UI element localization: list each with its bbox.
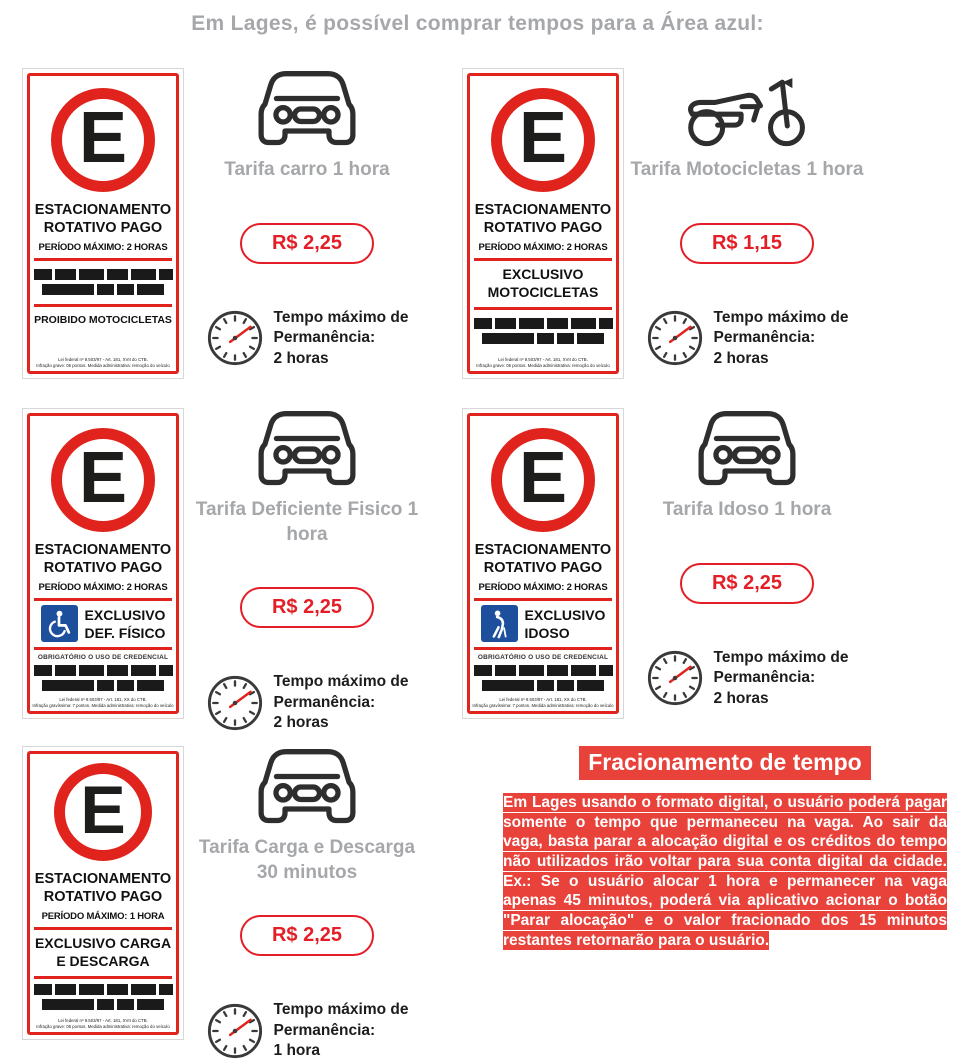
tariff-label: Tarifa carro 1 hora	[224, 159, 390, 180]
fractioning-body: Em Lages usando o formato digital, o usuário poderá pagar somente o tempo que permaneceu na vaga. Ao sair da vaga, basta parar a alocação digital e os créditos do tempo não utilizados irão voltar para sua conta digital da cidade. Ex.: Se o usuário alocar 1 hora e permanecer na vaga apenas 45 minutos, poderá via aplicativo acionar o botão "Parar alocação" e o valor fracionado dos 15 minutos restantes retornarão para o usuário.	[503, 794, 947, 949]
price-badge: R$ 2,25	[240, 587, 374, 628]
sign-heading: ESTACIONAMENTO	[474, 202, 612, 218]
motorcycle-icon	[684, 74, 810, 146]
sign-heading: ESTACIONAMENTO	[34, 542, 172, 558]
divider	[34, 927, 172, 930]
sign-heading: ESTACIONAMENTO	[34, 871, 172, 887]
fractioning-title: Fracionamento de tempo	[579, 746, 870, 780]
card-carro: E ESTACIONAMENTO ROTATIVO PAGO PERÍODO MÁXIMO: 2 HORAS PROIBIDO MOTOCICLETAS Lei federal nº 9.503/97 - Art. 181, XVII do CTB. Infração grave: 05 pontos. Medida administrativa: remoção do veículo Tarifa carro 1 hora R$ 2,25 Tempo máximo de Permanência: 2 horas	[22, 68, 430, 379]
sign-period: PERÍODO MÁXIMO: 1 HORA	[41, 911, 165, 923]
divider	[34, 304, 172, 307]
no-parking-e-icon: E	[491, 88, 595, 192]
sign-exclusive: EXCLUSIVO DEF. FÍSICO	[84, 606, 166, 641]
redaction-row	[42, 680, 164, 691]
sign-credential-note: OBRIGATÓRIO O USO DE CREDENCIAL	[37, 654, 169, 662]
redaction-row	[34, 665, 173, 676]
redaction-row	[42, 999, 164, 1010]
sign-restriction: PROIBIDO MOTOCICLETAS	[34, 314, 172, 327]
parking-sign-def-fisico: E ESTACIONAMENTO ROTATIVO PAGO PERÍODO MÁXIMO: 2 HORAS EXCLUSIVO DEF. FÍSICO OBRIGATÓRIO O USO DE CREDENCIAL Lei federal nº 9.503/97 - Art. 181, XX do CTB. Infração gravíssima: 7 pontos. Medida administrativa: remoção do veículo	[22, 408, 184, 719]
sign-law-text: Lei federal nº 9.503/97 - Art. 181, XVII do CTB.	[58, 358, 148, 363]
sign-law-text: Lei federal nº 9.503/97 - Art. 181, XX do CTB.	[59, 698, 147, 703]
sign-law-text: Lei federal nº 9.503/97 - Art. 181, XVII do CTB.	[498, 358, 588, 363]
divider	[34, 258, 172, 261]
clock-icon	[206, 309, 264, 367]
redaction-row	[34, 269, 173, 280]
redaction-row	[482, 680, 604, 691]
row-3	[22, 746, 947, 1062]
no-parking-e-icon: E	[54, 763, 152, 861]
price-badge: R$ 2,25	[240, 915, 374, 956]
price-badge: R$ 1,15	[680, 223, 814, 264]
divider	[34, 976, 172, 979]
card-idoso: E ESTACIONAMENTO ROTATIVO PAGO PERÍODO MÁXIMO: 2 HORAS EXCLUSIVO IDOSO OBRIGATÓRIO O USO DE CREDENCIAL Lei federal nº 9.503/97 - Art. 181, XX do CTB. Infração gravíssima: 7 pontos. Medida administrativa: remoção do veículo Tarifa Idoso 1 hora R$ 2,25 Tempo máximo de Permanência: 2 horas	[462, 408, 870, 719]
car-icon	[697, 414, 797, 486]
price-badge: R$ 2,25	[680, 563, 814, 604]
sign-period: PERÍODO MÁXIMO: 2 HORAS	[478, 582, 608, 594]
divider	[474, 307, 612, 310]
sign-heading: ESTACIONAMENTO	[474, 542, 612, 558]
permanence-duration: 2 horas	[713, 349, 769, 367]
permanence-label: Tempo máximo de	[273, 1001, 409, 1019]
card-deficiente-fisico: E ESTACIONAMENTO ROTATIVO PAGO PERÍODO MÁXIMO: 2 HORAS EXCLUSIVO DEF. FÍSICO OBRIGATÓRIO O USO DE CREDENCIAL Lei federal nº 9.503/97 - Art. 181, XX do CTB. Infração gravíssima: 7 pontos. Medida administrativa: remoção do veículo Tarifa Deficiente Fisico 1 hora R$ 2,25 Tempo máximo de Permanência: 2 horas	[22, 408, 430, 734]
permanence-duration: 1 hora	[273, 1042, 321, 1060]
permanence-duration: 2 horas	[713, 689, 769, 707]
clock-icon	[206, 1002, 264, 1060]
divider	[34, 647, 172, 650]
row-2	[22, 408, 870, 734]
redaction-row	[34, 984, 173, 995]
parking-sign-carro: E ESTACIONAMENTO ROTATIVO PAGO PERÍODO MÁXIMO: 2 HORAS PROIBIDO MOTOCICLETAS Lei federal nº 9.503/97 - Art. 181, XVII do CTB. Infração grave: 05 pontos. Medida administrativa: remoção do veículo	[22, 68, 184, 379]
card-motocicletas: E ESTACIONAMENTO ROTATIVO PAGO PERÍODO MÁXIMO: 2 HORAS EXCLUSIVO MOTOCICLETAS Lei federal nº 9.503/97 - Art. 181, XVII do CTB. Infração grave: 05 pontos. Medida administrativa: remoção do veículo Tarifa Motocicletas 1 hora R$ 1,15 Tempo máximo de Permanência: 2 horas	[462, 68, 870, 379]
clock-icon	[646, 649, 704, 707]
sign-period: PERÍODO MÁXIMO: 2 HORAS	[478, 242, 608, 254]
clock-icon	[646, 309, 704, 367]
permanence-label: Tempo máximo de	[273, 673, 409, 691]
fractioning-section	[503, 746, 947, 950]
sign-period: PERÍODO MÁXIMO: 2 HORAS	[38, 582, 168, 594]
divider	[474, 258, 612, 261]
tariff-label: Tarifa Carga e Descarga 30 minutos	[198, 837, 416, 883]
no-parking-e-icon: E	[491, 428, 595, 532]
parking-sign-carga-descarga: E ESTACIONAMENTO ROTATIVO PAGO PERÍODO MÁXIMO: 1 HORA EXCLUSIVO CARGA E DESCARGA Lei federal nº 9.503/97 - Art. 181, XVII do CTB. Infração grave: 05 pontos. Medida administrativa: remoção do veículo	[22, 746, 184, 1040]
sign-law-text: Lei federal nº 9.503/97 - Art. 181, XVII do CTB.	[58, 1019, 148, 1024]
tariff-label: Tarifa Deficiente Fisico 1 hora	[195, 499, 419, 545]
sign-law-text: Lei federal nº 9.503/97 - Art. 181, XX do CTB.	[499, 698, 587, 703]
redaction-row	[474, 665, 613, 676]
parking-sign-idoso: E ESTACIONAMENTO ROTATIVO PAGO PERÍODO MÁXIMO: 2 HORAS EXCLUSIVO IDOSO OBRIGATÓRIO O USO DE CREDENCIAL Lei federal nº 9.503/97 - Art. 181, XX do CTB. Infração gravíssima: 7 pontos. Medida administrativa: remoção do veículo	[462, 408, 624, 719]
clock-icon	[206, 674, 264, 732]
divider	[474, 598, 612, 601]
wheelchair-icon	[41, 605, 78, 642]
elderly-icon	[481, 605, 518, 642]
tariff-label: Tarifa Idoso 1 hora	[662, 499, 832, 520]
sign-exclusive: EXCLUSIVO IDOSO	[524, 606, 606, 641]
permanence-duration: 2 horas	[273, 349, 329, 367]
no-parking-e-icon: E	[51, 88, 155, 192]
car-icon	[257, 752, 357, 824]
row-1	[22, 68, 870, 379]
permanence-duration: 2 horas	[273, 714, 329, 732]
price-badge: R$ 2,25	[240, 223, 374, 264]
permanence-label: Tempo máximo de	[713, 648, 849, 666]
divider	[34, 598, 172, 601]
no-parking-e-icon: E	[51, 428, 155, 532]
redaction-row	[482, 333, 604, 344]
card-carga-descarga: E ESTACIONAMENTO ROTATIVO PAGO PERÍODO MÁXIMO: 1 HORA EXCLUSIVO CARGA E DESCARGA Lei federal nº 9.503/97 - Art. 181, XVII do CTB. Infração grave: 05 pontos. Medida administrativa: remoção do veículo Tarifa Carga e Descarga 30 minutos R$ 2,25 Tempo máximo de Permanência: 1 hora	[22, 746, 430, 1062]
tariff-label: Tarifa Motocicletas 1 hora	[630, 159, 864, 180]
permanence-label: Tempo máximo de	[713, 308, 849, 326]
parking-sign-motocicletas: E ESTACIONAMENTO ROTATIVO PAGO PERÍODO MÁXIMO: 2 HORAS EXCLUSIVO MOTOCICLETAS Lei federal nº 9.503/97 - Art. 181, XVII do CTB. Infração grave: 05 pontos. Medida administrativa: remoção do veículo	[462, 68, 624, 379]
sign-heading: ESTACIONAMENTO	[34, 202, 172, 218]
divider	[474, 647, 612, 650]
sign-exclusive: EXCLUSIVO CARGA E DESCARGA	[34, 935, 172, 970]
sign-period: PERÍODO MÁXIMO: 2 HORAS	[38, 242, 168, 254]
car-icon	[257, 414, 357, 486]
redaction-row	[474, 318, 613, 329]
sign-exclusive: EXCLUSIVO MOTOCICLETAS	[487, 266, 599, 301]
page-title: Em Lages, é possível comprar tempos para a Área azul:	[191, 12, 764, 35]
sign-credential-note: OBRIGATÓRIO O USO DE CREDENCIAL	[477, 654, 609, 662]
car-icon	[257, 74, 357, 146]
permanence-label: Tempo máximo de	[273, 308, 409, 326]
redaction-row	[42, 284, 164, 295]
